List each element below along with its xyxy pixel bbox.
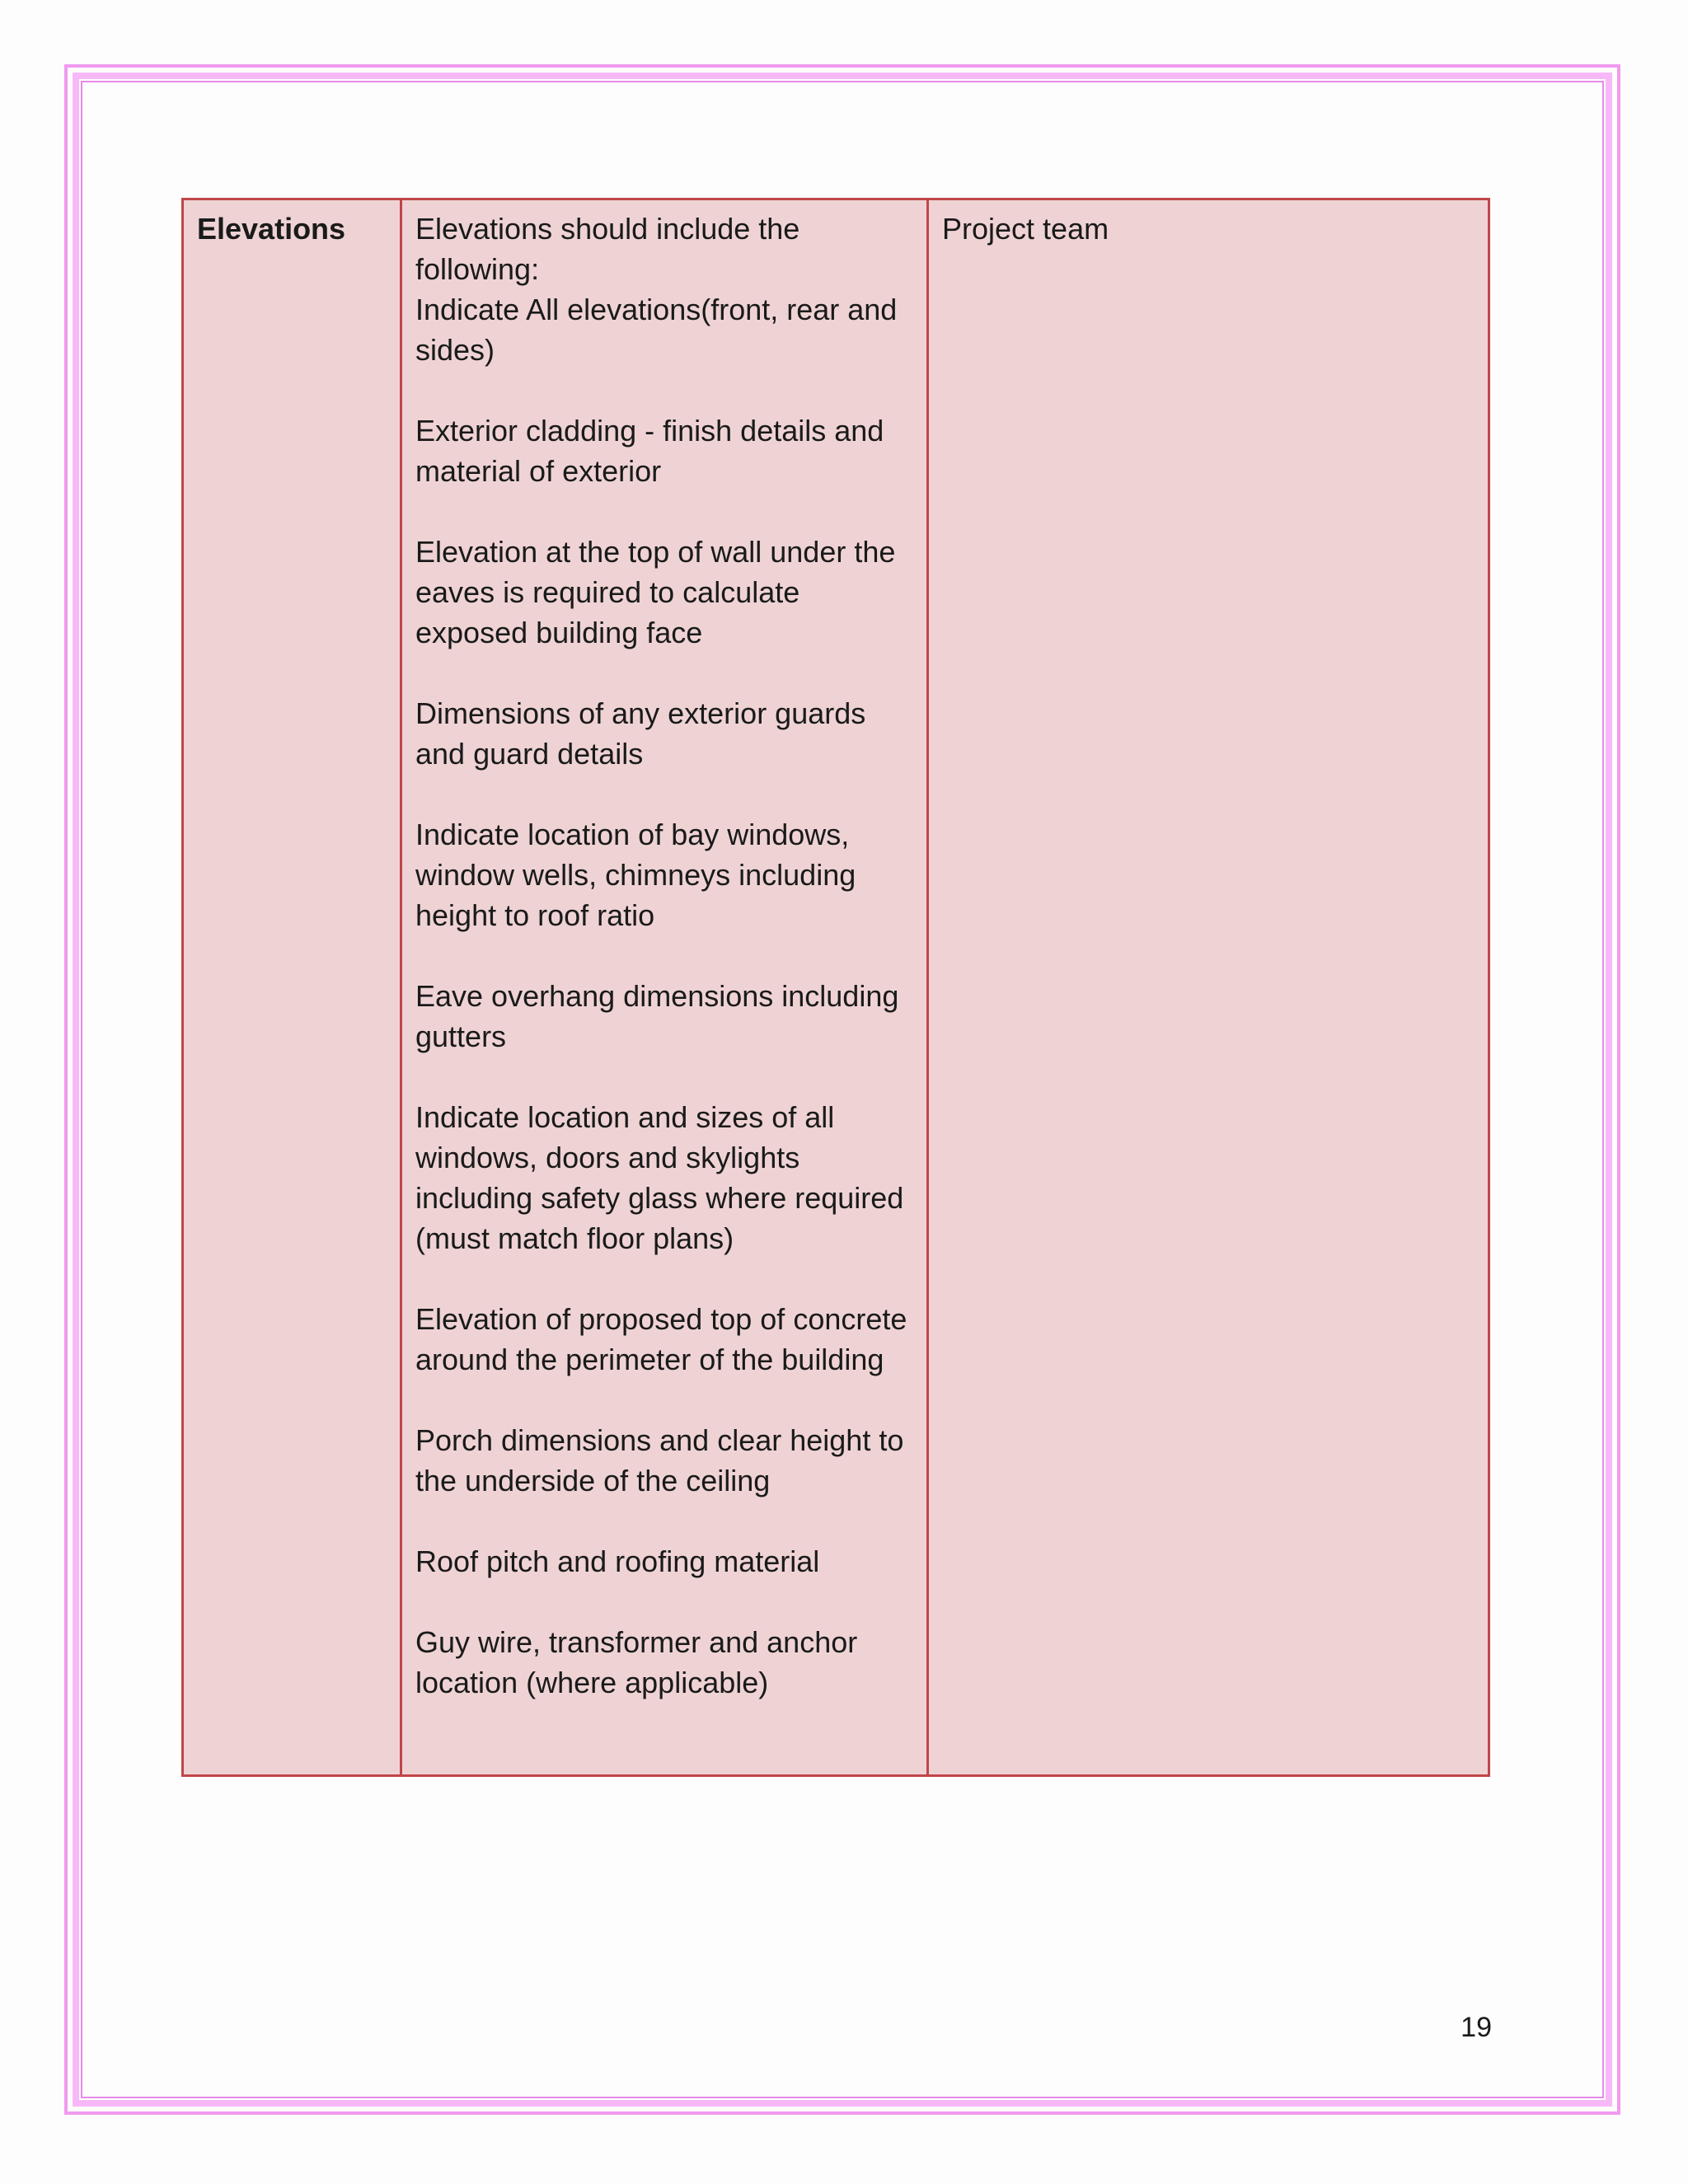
list-item: Indicate location of bay windows, window wells, chimneys including height to roof ratio [415, 818, 856, 932]
list-item: Exterior cladding - finish details and material of exterior [415, 414, 884, 488]
list-item: Indicate location and sizes of all windows, doors and skylights including safety glass where required (must match floor plans) [415, 1100, 904, 1255]
list-item: Porch dimensions and clear height to the underside of the ceiling [415, 1423, 904, 1497]
list-item: Guy wire, transformer and anchor location (where applicable) [415, 1625, 858, 1699]
page-number: 19 [1461, 2012, 1492, 2043]
responsible-cell [928, 199, 1489, 1776]
requirements-intro [415, 209, 913, 370]
list-item: Elevation of proposed top of concrete around the perimeter of the building [415, 1302, 907, 1376]
list-item: Eave overhang dimensions including gutters [415, 979, 899, 1053]
list-item: Dimensions of any exterior guards and guard details [415, 696, 866, 771]
responsible-party: Project team [942, 212, 1109, 246]
requirements-cell [401, 199, 928, 1776]
list-item: Elevation at the top of wall under the eaves is required to calculate exposed building face [415, 535, 896, 649]
section-title: Elevations [197, 212, 346, 246]
section-cell [183, 199, 401, 1776]
list-item: Roof pitch and roofing material [415, 1544, 820, 1578]
requirements-table [181, 198, 1490, 1777]
list-item: Indicate All elevations(front, rear and sides) [415, 293, 898, 367]
table-row [183, 199, 1489, 1776]
intro-text: Elevations should include the following: [415, 212, 800, 286]
